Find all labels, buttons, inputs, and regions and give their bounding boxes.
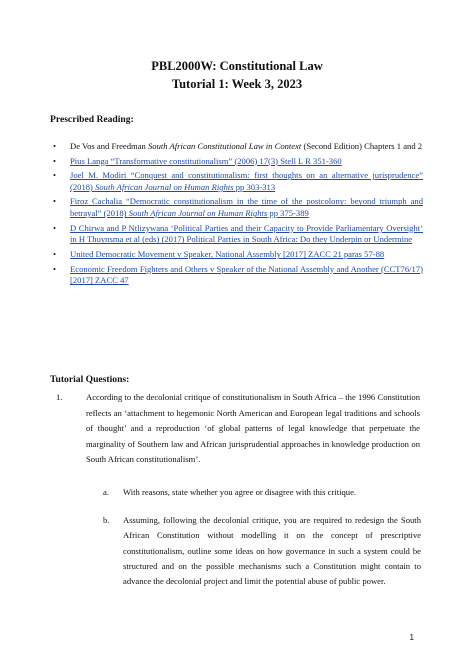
- page-number: 1: [409, 633, 414, 642]
- reading-item: [53, 156, 423, 168]
- reading-link[interactable]: [70, 170, 423, 192]
- bullet-icon: •: [53, 170, 57, 181]
- reading-link-tail: pp 375-389: [267, 208, 309, 219]
- bullet-icon: •: [53, 196, 57, 207]
- reading-item: [53, 223, 423, 246]
- reading-item: [53, 196, 423, 219]
- reading-link-text: Joel M. Modiri “Conquest and constitutionalism: first thoughts on an alternative jurisprudence” (2018): [70, 170, 423, 192]
- reading-link[interactable]: Economic Freedom Fighters and Others v Speaker of the National Assembly and Another (CCT76/17) [2017] ZACC 47: [70, 263, 423, 286]
- course-title: PBL2000W: Constitutional Law: [151, 59, 323, 73]
- reading-text: De Vos and Freedman: [70, 141, 148, 151]
- reading-link-tail: pp 303-313: [233, 181, 276, 192]
- reading-link[interactable]: D Chirwa and P Ntlizywana ‘Political Parties and their Capacity to Provide Parliamentary Oversight’ in H Thuynsma et al (eds) (2017) Political Parties in South Africa: Do they Underpin or Undermine: [70, 222, 423, 245]
- reading-item: [53, 264, 423, 287]
- bullet-icon: •: [53, 141, 57, 151]
- question-text: According to the decolonial critique of constitutionalism in South Africa – the 1996 Constitution reflects an ‘attachment to hegemonic North American and European legal traditions and schools of thought’ and a reproduction ‘of global patterns of legal knowledge that perpetuate the marginality of Southern law and African jurisprudential approaches in knowledge production on South African constitutionalism’.: [86, 392, 420, 465]
- sub-question-letter: a.: [103, 487, 109, 497]
- bullet-icon: •: [53, 249, 57, 260]
- bullet-icon: •: [53, 155, 57, 166]
- reading-link[interactable]: United Democratic Movement v Speaker, National Assembly [2017] ZACC 21 paras 57-88: [70, 249, 385, 260]
- question-number: 1.: [56, 392, 63, 402]
- reading-journal-title: South African Journal on Human Rights: [128, 208, 268, 219]
- reading-link-text: Firoz Cachalia “Democratic constitutionalism in the time of the postcolony: beyond triumph and betrayal” (2018): [70, 196, 423, 219]
- tutorial-questions-heading: Tutorial Questions:: [50, 374, 130, 385]
- reading-item: [53, 141, 423, 153]
- bullet-icon: •: [53, 263, 57, 274]
- reading-journal-title: South African Journal on Human Rights: [95, 181, 234, 192]
- reading-item: [53, 170, 423, 193]
- reading-item: [53, 249, 423, 261]
- reading-list: [53, 141, 423, 290]
- sub-question-text: Assuming, following the decolonial critique, you are required to redesign the South African Constitution without modelling it on the concept of prescriptive constitutionalism, outline some ideas on how governance in such a system could be structured and on the possible mechanisms such a Constitution might contain to advance the decolonial project and limit the potential abuse of public power.: [123, 515, 421, 587]
- reading-text-tail: (Second Edition) Chapters 1 and 2: [301, 141, 423, 151]
- reading-link[interactable]: Pius Langa “Transformative constitutionalism” (2006) 17(3) Stell L R 351-360: [70, 155, 342, 166]
- sub-question-letter: b.: [103, 515, 110, 525]
- prescribed-reading-heading: Prescribed Reading:: [50, 114, 134, 125]
- sub-question-text: With reasons, state whether you agree or disagree with this critique.: [123, 487, 357, 497]
- reading-link[interactable]: [70, 196, 423, 218]
- bullet-icon: •: [53, 222, 57, 233]
- reading-journal-title: South African Constitutional Law in Context: [147, 141, 302, 151]
- tutorial-title: Tutorial 1: Week 3, 2023: [171, 77, 303, 91]
